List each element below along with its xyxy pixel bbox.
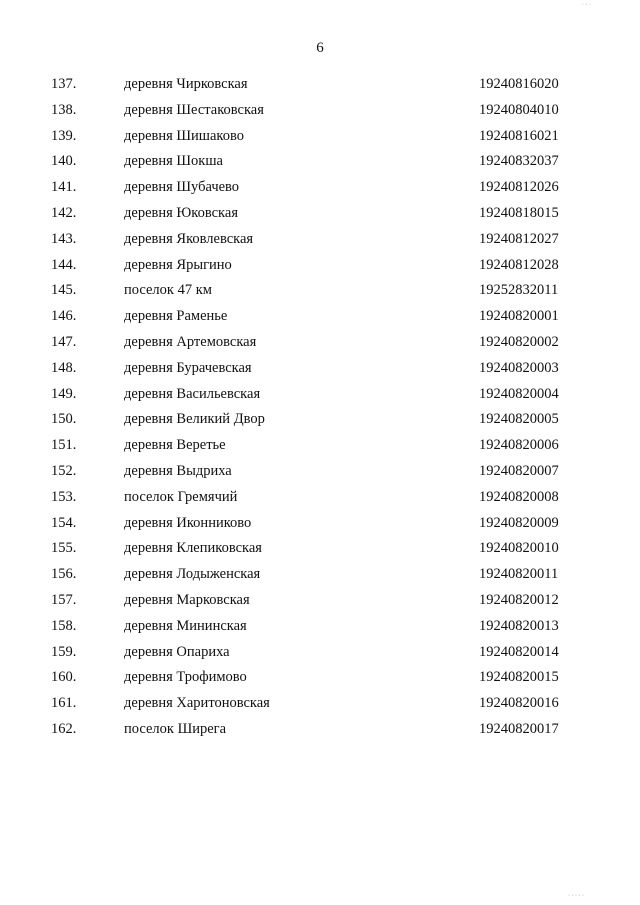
row-number: 151. <box>51 437 77 454</box>
row-number: 158. <box>51 617 77 634</box>
oktmo-code: 19252832011 <box>479 282 559 299</box>
oktmo-code: 19240816020 <box>479 76 559 92</box>
list-item <box>0 253 640 279</box>
settlement-name: деревня Юковская <box>124 204 238 221</box>
page-number: 6 <box>316 40 324 56</box>
oktmo-code: 19240820012 <box>479 591 559 608</box>
list-item <box>0 588 640 614</box>
oktmo-code: 19240820011 <box>479 566 559 583</box>
oktmo-code: 19240820002 <box>479 333 559 350</box>
list-item <box>0 536 640 562</box>
settlement-name: деревня Клепиковская <box>124 540 262 557</box>
list-item <box>0 356 640 382</box>
settlement-name: деревня Марковская <box>124 591 250 608</box>
oktmo-code: 19240812028 <box>479 256 559 273</box>
oktmo-code: 19240820013 <box>479 617 559 634</box>
row-number: 156. <box>51 566 77 583</box>
row-number: 138. <box>51 101 77 118</box>
list-item <box>0 485 640 511</box>
row-number: 161. <box>51 695 77 712</box>
list-item <box>0 562 640 588</box>
list-item <box>0 149 640 175</box>
settlement-list <box>0 72 640 743</box>
oktmo-code: 19240832037 <box>479 153 559 170</box>
list-item <box>0 511 640 537</box>
list-item <box>0 278 640 304</box>
list-item <box>0 330 640 356</box>
row-number: 160. <box>51 669 77 686</box>
oktmo-code: 19240804010 <box>479 101 559 118</box>
settlement-name: деревня Лодыженская <box>124 566 261 583</box>
row-number: 143. <box>51 230 77 247</box>
row-number: 154. <box>51 514 77 531</box>
list-item <box>0 459 640 485</box>
list-item <box>0 201 640 227</box>
oktmo-code: 19240820010 <box>479 540 559 557</box>
settlement-name: деревня Бурачевская <box>124 359 252 376</box>
settlement-name: поселок Ширега <box>124 720 227 737</box>
oktmo-code: 19240820017 <box>479 720 559 737</box>
list-item <box>0 407 640 433</box>
list-item <box>0 175 640 201</box>
row-number: 141. <box>51 179 77 196</box>
settlement-name: деревня Опариха <box>124 643 230 660</box>
row-number: 140. <box>51 153 77 170</box>
list-item <box>0 382 640 408</box>
settlement-name: поселок Гремячий <box>124 488 238 505</box>
oktmo-code: 19240820001 <box>479 308 559 325</box>
row-number: 142. <box>51 204 77 221</box>
settlement-name: деревня Чирковская <box>124 76 248 92</box>
list-item <box>0 304 640 330</box>
oktmo-code: 19240820006 <box>479 437 559 454</box>
row-number: 159. <box>51 643 77 660</box>
settlement-name: деревня Раменье <box>124 308 228 325</box>
oktmo-code: 19240820014 <box>479 643 559 660</box>
oktmo-code: 19240820004 <box>479 385 559 402</box>
settlement-name: деревня Ярыгино <box>124 256 232 273</box>
settlement-name: деревня Яковлевская <box>124 230 254 247</box>
row-number: 137. <box>51 76 77 92</box>
settlement-name: деревня Мининская <box>124 617 247 634</box>
oktmo-code: 19240820016 <box>479 695 559 712</box>
settlement-name: деревня Артемовская <box>124 333 257 350</box>
settlement-name: деревня Трофимово <box>124 669 247 686</box>
oktmo-code: 19240820003 <box>479 359 559 376</box>
row-number: 150. <box>51 411 77 428</box>
row-number: 149. <box>51 385 77 402</box>
list-item <box>0 614 640 640</box>
oktmo-code: 19240812027 <box>479 230 559 247</box>
row-number: 162. <box>51 720 77 737</box>
list-item <box>0 691 640 717</box>
row-number: 153. <box>51 488 77 505</box>
oktmo-code: 19240820008 <box>479 488 559 505</box>
settlement-name: деревня Шубачево <box>124 179 240 196</box>
settlement-name: деревня Шишаково <box>124 127 244 144</box>
oktmo-code: 19240820015 <box>479 669 559 686</box>
oktmo-code: 19240812026 <box>479 179 559 196</box>
row-number: 139. <box>51 127 77 144</box>
settlement-name: деревня Шокша <box>124 153 223 170</box>
settlement-name: деревня Великий Двор <box>124 411 265 428</box>
row-number: 144. <box>51 256 77 273</box>
oktmo-code: 19240820007 <box>479 462 559 479</box>
scan-mark-bottom: · · · · · <box>568 893 584 899</box>
oktmo-code: 19240820009 <box>479 514 559 531</box>
row-number: 155. <box>51 540 77 557</box>
settlement-name: деревня Веретье <box>124 437 226 454</box>
settlement-name: деревня Харитоновская <box>124 695 270 712</box>
row-number: 145. <box>51 282 77 299</box>
list-item <box>0 98 640 124</box>
settlement-name: деревня Иконниково <box>124 514 252 531</box>
row-number: 157. <box>51 591 77 608</box>
list-item <box>0 665 640 691</box>
list-item <box>0 124 640 150</box>
row-number: 148. <box>51 359 77 376</box>
list-item <box>0 640 640 666</box>
settlement-name: деревня Васильевская <box>124 385 261 402</box>
list-item <box>0 717 640 743</box>
scan-mark-top: · · · <box>582 2 591 8</box>
row-number: 147. <box>51 333 77 350</box>
settlement-name: деревня Шестаковская <box>124 101 264 118</box>
list-item <box>0 433 640 459</box>
row-number: 152. <box>51 462 77 479</box>
list-item <box>0 72 640 98</box>
oktmo-code: 19240816021 <box>479 127 559 144</box>
settlement-name: деревня Выдриха <box>124 462 232 479</box>
oktmo-code: 19240818015 <box>479 204 559 221</box>
oktmo-code: 19240820005 <box>479 411 559 428</box>
row-number: 146. <box>51 308 77 325</box>
settlement-name: поселок 47 км <box>124 282 212 299</box>
list-item <box>0 227 640 253</box>
